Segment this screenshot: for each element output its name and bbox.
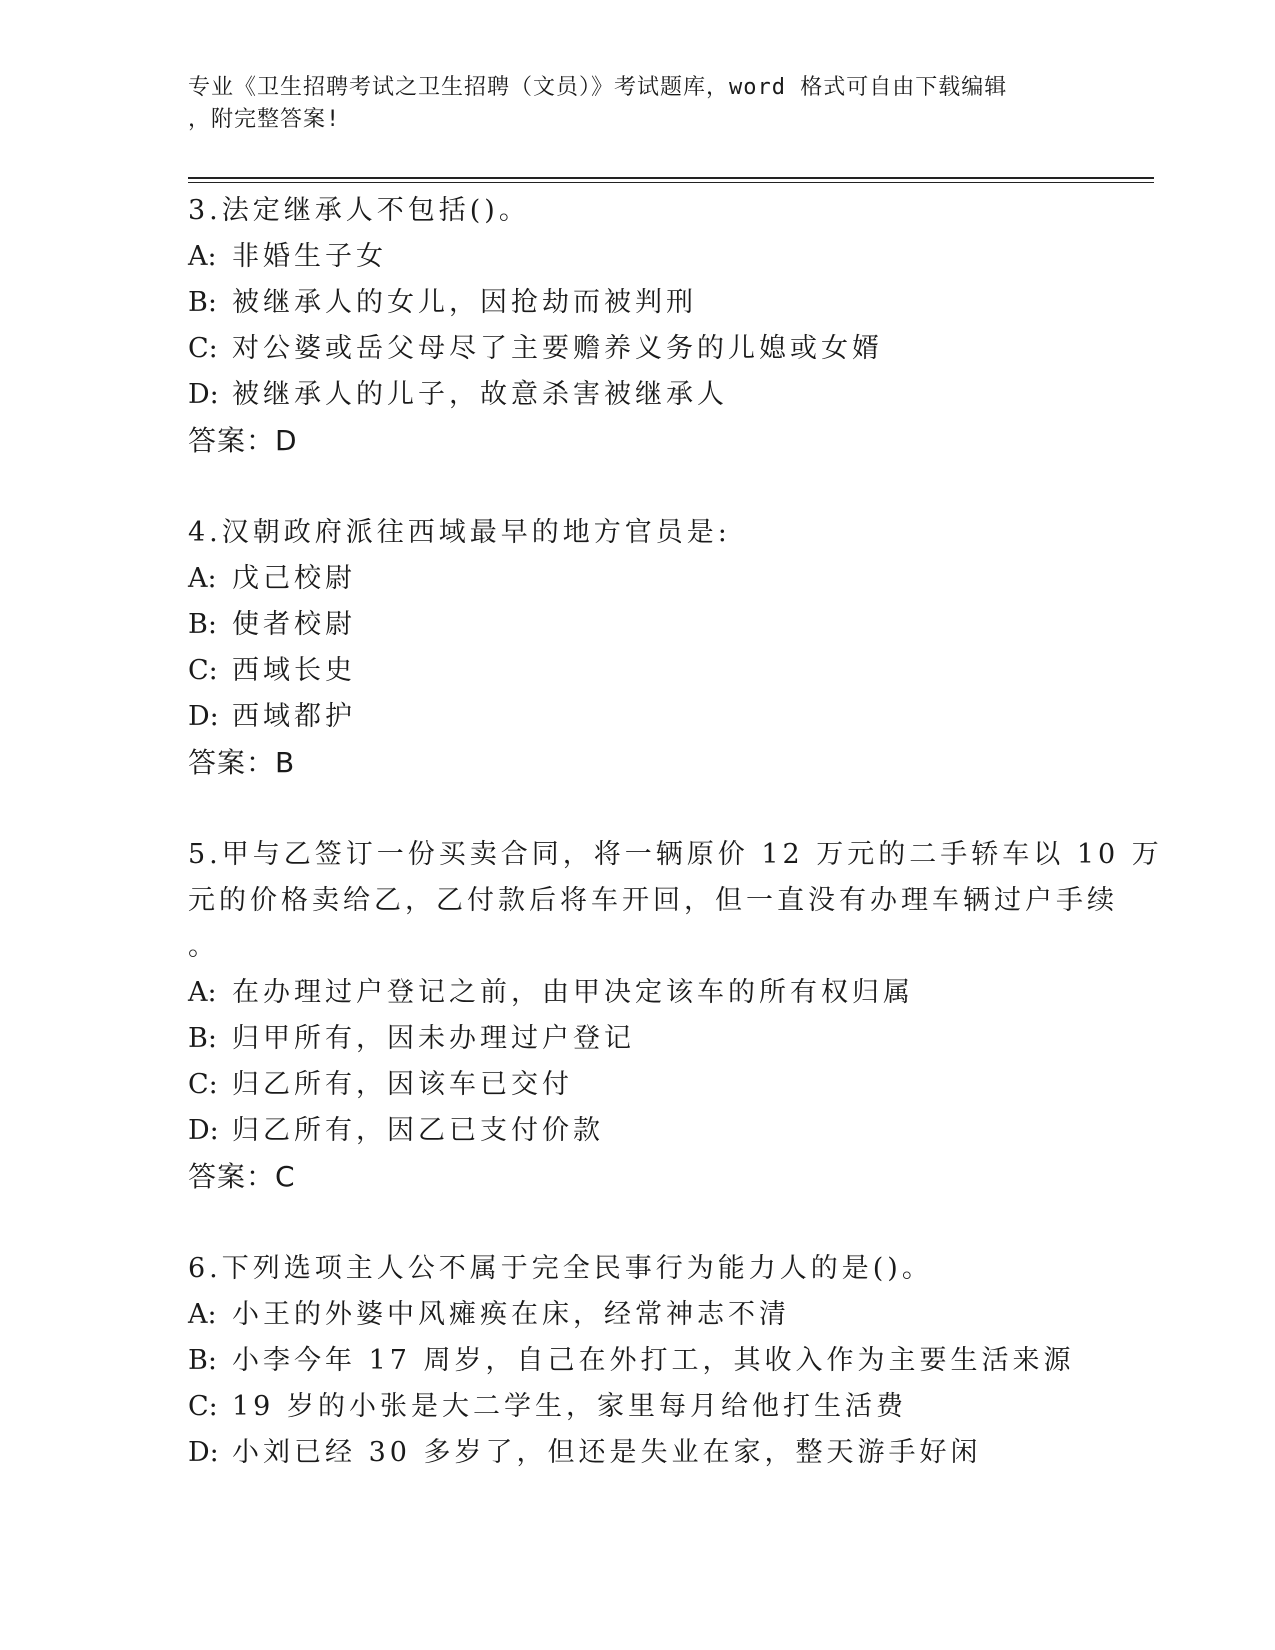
option-key: B: [188,1023,217,1054]
option-key: C: [188,333,218,364]
question-stem: 3.法定继承人不包括()。 [188,195,530,226]
option-b [188,1016,1088,1062]
option-text: 被继承人的女儿，因抢劫而被判刑 [232,287,697,318]
option-text: 归乙所有，因该车已交付 [232,1069,573,1100]
option-key: C: [188,1069,218,1100]
option-text: 对公婆或岳父母尽了主要赡养义务的儿媳或女婿 [232,333,883,364]
option-text: 小李今年 17 周岁，自己在外打工，其收入作为主要生活来源 [232,1345,1075,1376]
option-c [188,1384,1088,1430]
question-item [188,1246,1088,1476]
question-item [188,510,1088,786]
header-divider-thick [188,177,1154,179]
option-text: 19 岁的小张是大二学生，家里每月给他打生活费 [232,1391,907,1422]
question-stem: 6.下列选项主人公不属于完全民事行为能力人的是()。 [188,1253,933,1284]
option-key: A: [188,241,217,272]
option-text: 被继承人的儿子，故意杀害被继承人 [232,379,728,410]
option-key: B: [188,609,217,640]
option-d [188,1108,1088,1154]
option-key: B: [188,1345,217,1376]
option-a [188,970,1088,1016]
option-d [188,694,1088,740]
option-text: 使者校尉 [232,609,356,640]
option-c [188,648,1088,694]
question-list [188,188,1163,1522]
question-item [188,188,1088,464]
option-d [188,1430,1088,1476]
option-b [188,280,1088,326]
question-stem-line-2: 元的价格卖给乙，乙付款后将车开回，但一直没有办理车辆过户手续 [188,885,1118,916]
answer-line: 答案：C [188,1160,296,1193]
question-stem-line-3: 。 [188,931,219,962]
answer-line: 答案：B [188,746,296,779]
option-text: 西域都护 [232,701,356,732]
document-header [188,72,1088,136]
header-line-1: 专业《卫生招聘考试之卫生招聘（文员）》考试题库，word 格式可自由下载编辑 [188,75,1008,100]
option-text: 小刘已经 30 多岁了，但还是失业在家，整天游手好闲 [232,1437,982,1468]
option-c [188,1062,1088,1108]
header-divider-thin [188,182,1154,183]
option-key: A: [188,1299,217,1330]
option-key: D: [188,379,219,410]
option-key: C: [188,1391,218,1422]
question-stem-line-1: 5.甲与乙签订一份买卖合同，将一辆原价 12 万元的二手轿车以 10 万 [188,839,1163,870]
option-c [188,326,1088,372]
option-key: A: [188,563,217,594]
option-b [188,602,1088,648]
option-text: 在办理过户登记之前，由甲决定该车的所有权归属 [232,977,914,1008]
header-line-2: ，附完整答案! [188,107,341,132]
option-a [188,234,1088,280]
option-text: 非婚生子女 [232,241,387,272]
option-b [188,1338,1088,1384]
option-a [188,556,1088,602]
option-a [188,1292,1088,1338]
option-key: A: [188,977,217,1008]
option-text: 西域长史 [232,655,356,686]
option-text: 小王的外婆中风瘫痪在床，经常神志不清 [232,1299,790,1330]
option-text: 归乙所有，因乙已支付价款 [232,1115,604,1146]
option-key: D: [188,1437,219,1468]
option-key: D: [188,1115,219,1146]
option-d [188,372,1088,418]
option-key: B: [188,287,217,318]
option-key: C: [188,655,218,686]
answer-line: 答案：D [188,424,298,457]
option-text: 归甲所有，因未办理过户登记 [232,1023,635,1054]
question-item [188,832,1163,1200]
option-key: D: [188,701,219,732]
option-text: 戊己校尉 [232,563,356,594]
question-stem: 4.汉朝政府派往西域最早的地方官员是: [188,517,731,548]
